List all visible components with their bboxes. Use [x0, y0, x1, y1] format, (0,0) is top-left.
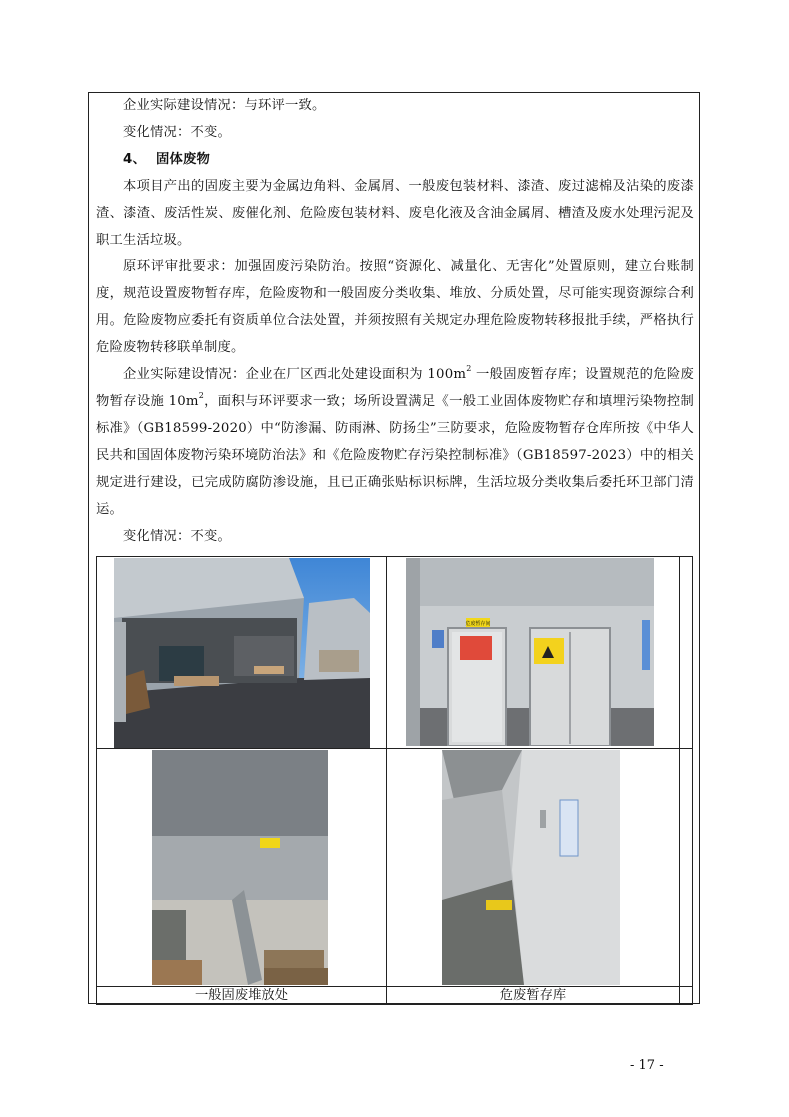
edge-cell — [680, 557, 693, 749]
photo-cell — [387, 557, 680, 749]
paragraph-eia-requirement: 原环评审批要求：加强固废污染防治。按照“资源化、减量化、无害化”处置原则，建立台账制度，规范设置废物暂存库，危险废物和一般固废分类收集、堆放、分质处置，尽可能实现资源综合利用。危险废物应委托有资质单位合法处置，并须按照有关规定办理危险废物转移报批手续，严格执行危险废物转移联单制度。 — [96, 259, 694, 356]
hazard-room-sign: 危废暂存间 — [465, 621, 491, 627]
section-heading — [96, 147, 694, 174]
photo-hazardous-waste-interior — [442, 750, 620, 985]
text-segment: 企业实际建设情况：企业在厂区西北处建设面积为 100m — [123, 367, 467, 383]
text-segment: ，面积与环评要求一致；场所设置满足《一般工业固体废物贮存和填埋污染物控制标准》（GB18599-2020）中“防渗漏、防雨淋、防扬尘”三防要求，危险废物暂存仓库所按《中华人民共和国固体废物污染环境防治法》和《危险废物贮存污染控制标准》（GB18597-2023）中的相关规定进行建设，已完成防腐防渗设施，且已正确张贴标识标牌，生活垃圾分类收集后委托环卫部门清运。 — [96, 393, 695, 517]
caption-row — [97, 987, 693, 1005]
paragraph-change-status: 变化情况：不变。 — [123, 124, 231, 140]
text-segment: 一般固废暂存库；设置规范的危险废物暂存设施 10m — [96, 367, 694, 409]
paragraph-change-status-2: 变化情况：不变。 — [123, 528, 231, 544]
photo-cell — [387, 749, 680, 987]
caption-general-waste: 一般固废堆放处 — [97, 987, 387, 1005]
photo-general-waste-store — [152, 750, 328, 985]
photo-cell — [97, 749, 387, 987]
section-title: 固体废物 — [155, 151, 210, 167]
paragraph-actual-implementation — [96, 362, 694, 523]
superscript: 2 — [466, 363, 472, 373]
photo-hazardous-waste-doors — [406, 558, 654, 746]
photo-row — [97, 749, 693, 987]
edge-cell — [680, 749, 693, 987]
caption-hazardous-waste: 危废暂存库 — [387, 987, 680, 1005]
superscript: 2 — [198, 390, 205, 400]
edge-cell — [680, 987, 693, 1005]
photo-cell — [97, 557, 387, 749]
body-text — [96, 93, 694, 550]
paragraph-waste-types: 本项目产出的固废主要为金属边角料、金属屑、一般废包装材料、漆渣、废过滤棉及沾染的废漆渣、漆渣、废活性炭、废催化剂、危险废包装材料、废皂化液及含油金属屑、槽渣及废水处理污泥及职工生活垃圾。 — [96, 178, 694, 248]
photo-general-waste-shed — [114, 558, 370, 748]
photo-row — [97, 557, 693, 749]
page-number: - 17 - — [630, 1058, 664, 1073]
section-number: 4、 — [123, 151, 146, 167]
paragraph-actual-construction: 企业实际建设情况：与环评一致。 — [123, 98, 326, 113]
photo-table — [96, 556, 693, 1005]
